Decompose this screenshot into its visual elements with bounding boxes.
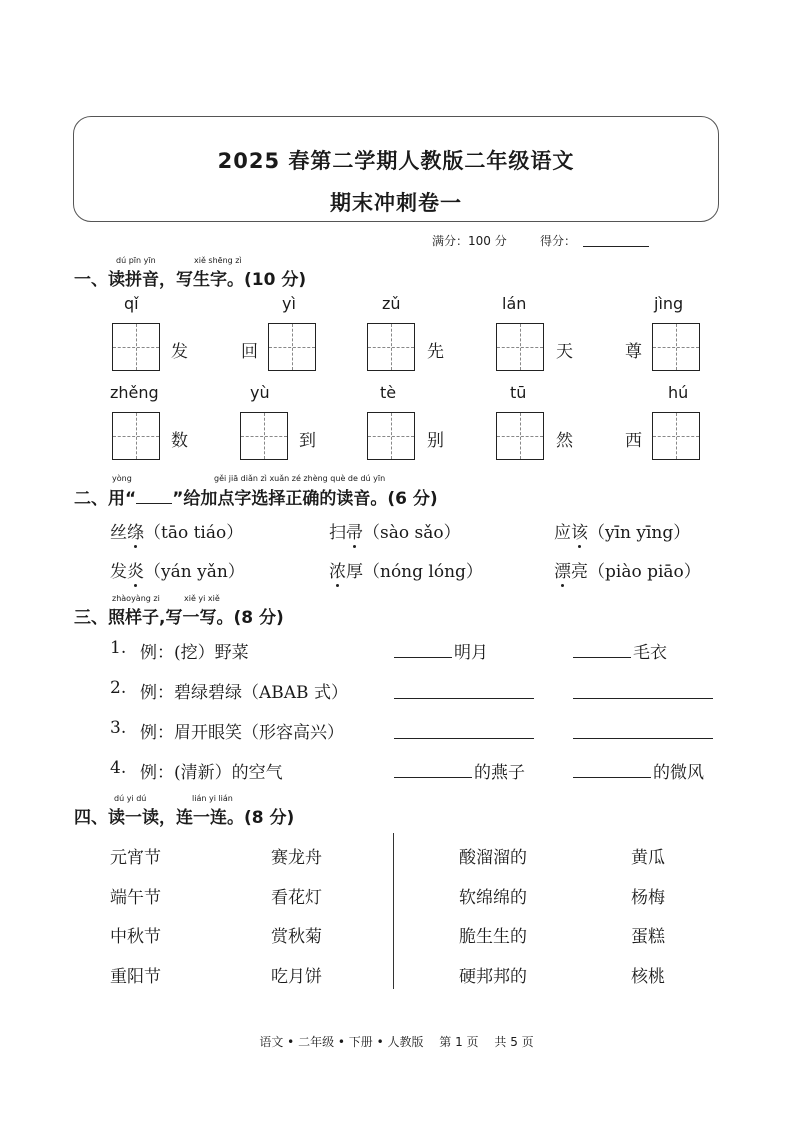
char-label: 到 [299, 431, 316, 451]
answer-blank[interactable] [394, 738, 534, 739]
match-item-right[interactable]: 赏秋菊 [271, 927, 322, 947]
ruby-du-yi-du: dú yi dú [114, 794, 147, 803]
pinyin-label: lán [502, 294, 527, 313]
item-char: 扫 [329, 523, 346, 543]
page-subtitle: 期末冲刺卷一 [330, 191, 462, 215]
writing-box[interactable] [496, 412, 544, 460]
pronunciation-item[interactable] [110, 557, 245, 582]
match-item-left[interactable]: 酸溜溜的 [459, 848, 527, 868]
title-box [73, 116, 719, 222]
match-item-right[interactable]: 吃月饼 [271, 967, 322, 987]
match-item-left[interactable]: 元宵节 [110, 848, 161, 868]
column-divider [393, 833, 394, 989]
match-item-left[interactable]: 软绵绵的 [459, 888, 527, 908]
answer-blank[interactable] [573, 698, 713, 699]
quote-open: “ [125, 489, 137, 509]
pinyin-label: zhěng [110, 383, 159, 402]
ruby-section2: gěi jiā diǎn zì xuǎn zé zhèng què de dú yīn [214, 474, 386, 483]
section2-heading-rest: 给加点字选择正确的读音。(6 分) [183, 489, 438, 509]
ruby-xie-yi-xie: xiě yi xiě [184, 594, 220, 603]
writing-box[interactable] [112, 323, 160, 371]
ruby-zhao-yang-zi: zhàoyàng zi [112, 594, 160, 603]
answer-blank[interactable] [394, 657, 452, 658]
pinyin-label: yù [250, 383, 270, 402]
example-text: 例：碧绿碧绿（ABAB 式） [140, 683, 348, 703]
score-label: 得分： [540, 234, 577, 248]
blank-suffix: 毛衣 [633, 643, 667, 663]
item-options: 亮（piào piāo） [571, 562, 701, 582]
match-item-left[interactable]: 重阳节 [110, 967, 161, 987]
char-label: 先 [427, 342, 444, 362]
section2-heading [74, 484, 438, 509]
match-item-right[interactable]: 黄瓜 [631, 848, 665, 868]
score-blank[interactable] [583, 246, 649, 247]
item-char: 发 [110, 562, 127, 582]
writing-box[interactable] [367, 323, 415, 371]
pronunciation-item[interactable] [329, 557, 483, 582]
dotted-char: 该 [571, 518, 588, 543]
writing-box[interactable] [496, 323, 544, 371]
pinyin-label: jìng [654, 294, 684, 313]
pinyin-label: tū [510, 383, 527, 402]
item-options: （tāo tiáo） [144, 523, 244, 543]
section1-heading: 一、读拼音，写生字。(10 分) [74, 270, 307, 290]
match-item-right[interactable]: 赛龙舟 [271, 848, 322, 868]
pronunciation-item[interactable] [554, 557, 701, 582]
dotted-char: 漂 [554, 557, 571, 582]
item-char: 应 [554, 523, 571, 543]
pinyin-label: qǐ [124, 294, 139, 313]
item-char: 丝 [110, 523, 127, 543]
heading-blank [136, 488, 172, 504]
writing-box[interactable] [240, 412, 288, 460]
match-item-right[interactable]: 核桃 [631, 967, 665, 987]
item-options: （sào sǎo） [363, 523, 461, 543]
writing-box[interactable] [268, 323, 316, 371]
writing-box[interactable] [112, 412, 160, 460]
char-label: 尊 [625, 342, 642, 362]
answer-blank[interactable] [573, 738, 713, 739]
section4-heading: 四、读一读，连一连。(8 分) [74, 808, 295, 828]
answer-blank[interactable] [573, 777, 651, 778]
answer-blank[interactable] [573, 657, 631, 658]
match-item-left[interactable]: 中秋节 [110, 927, 161, 947]
example-text: 例：眉开眼笑（形容高兴） [140, 723, 344, 743]
full-score-label: 满分：100 分 [432, 234, 507, 248]
section2-heading-prefix: 二、用 [74, 489, 125, 509]
example-num: 4. [110, 758, 127, 778]
example-text: 例：(挖）野菜 [140, 643, 249, 663]
item-options: 厚（nóng lóng） [346, 562, 483, 582]
blank-suffix: 的燕子 [474, 763, 525, 783]
match-item-right[interactable]: 蛋糕 [631, 927, 665, 947]
dotted-char: 浓 [329, 557, 346, 582]
example-text: 例：(清新）的空气 [140, 763, 283, 783]
match-item-left[interactable]: 脆生生的 [459, 927, 527, 947]
ruby-du-pin-yin: dú pīn yīn [116, 256, 156, 265]
match-item-right[interactable]: 杨梅 [631, 888, 665, 908]
dotted-char: 炎 [127, 557, 144, 582]
pinyin-label: hú [668, 383, 689, 402]
item-options: （yán yǎn） [144, 562, 245, 582]
match-item-left[interactable]: 硬邦邦的 [459, 967, 527, 987]
pronunciation-item[interactable] [110, 518, 243, 543]
dotted-char: 绦 [127, 518, 144, 543]
item-options: （yīn yīng） [588, 523, 691, 543]
answer-blank[interactable] [394, 698, 534, 699]
quote-close: ” [172, 489, 184, 509]
ruby-lian-yi-lian: lián yi lián [192, 794, 233, 803]
ruby-yong: yòng [112, 474, 132, 483]
answer-blank[interactable] [394, 777, 472, 778]
char-label: 然 [556, 431, 573, 451]
example-num: 3. [110, 718, 127, 738]
example-num: 1. [110, 638, 127, 658]
example-num: 2. [110, 678, 127, 698]
ruby-xie-sheng-zi: xiě shēng zì [194, 256, 242, 265]
pinyin-label: zǔ [382, 294, 401, 313]
char-label: 发 [171, 342, 188, 362]
char-label: 天 [556, 342, 573, 362]
pronunciation-item[interactable] [329, 518, 461, 543]
char-label: 回 [241, 342, 258, 362]
page-title: 2025 春第二学期人教版二年级语文 [217, 149, 575, 173]
blank-suffix: 的微风 [653, 763, 704, 783]
section3-heading: 三、照样子,写一写。(8 分) [74, 608, 284, 628]
pinyin-label: yì [282, 294, 296, 313]
writing-box[interactable] [367, 412, 415, 460]
dotted-char: 帚 [346, 518, 363, 543]
match-item-left[interactable]: 端午节 [110, 888, 161, 908]
page-footer: 语文 • 二年级 • 下册 • 人教版 第 1 页 共 5 页 [259, 1035, 534, 1049]
pronunciation-item[interactable] [554, 518, 690, 543]
writing-box[interactable] [652, 412, 700, 460]
char-label: 别 [427, 431, 444, 451]
match-item-right[interactable]: 看花灯 [271, 888, 322, 908]
pinyin-label: tè [380, 383, 397, 402]
char-label: 数 [171, 431, 188, 451]
writing-box[interactable] [652, 323, 700, 371]
blank-suffix: 明月 [454, 643, 488, 663]
char-label: 西 [625, 431, 642, 451]
